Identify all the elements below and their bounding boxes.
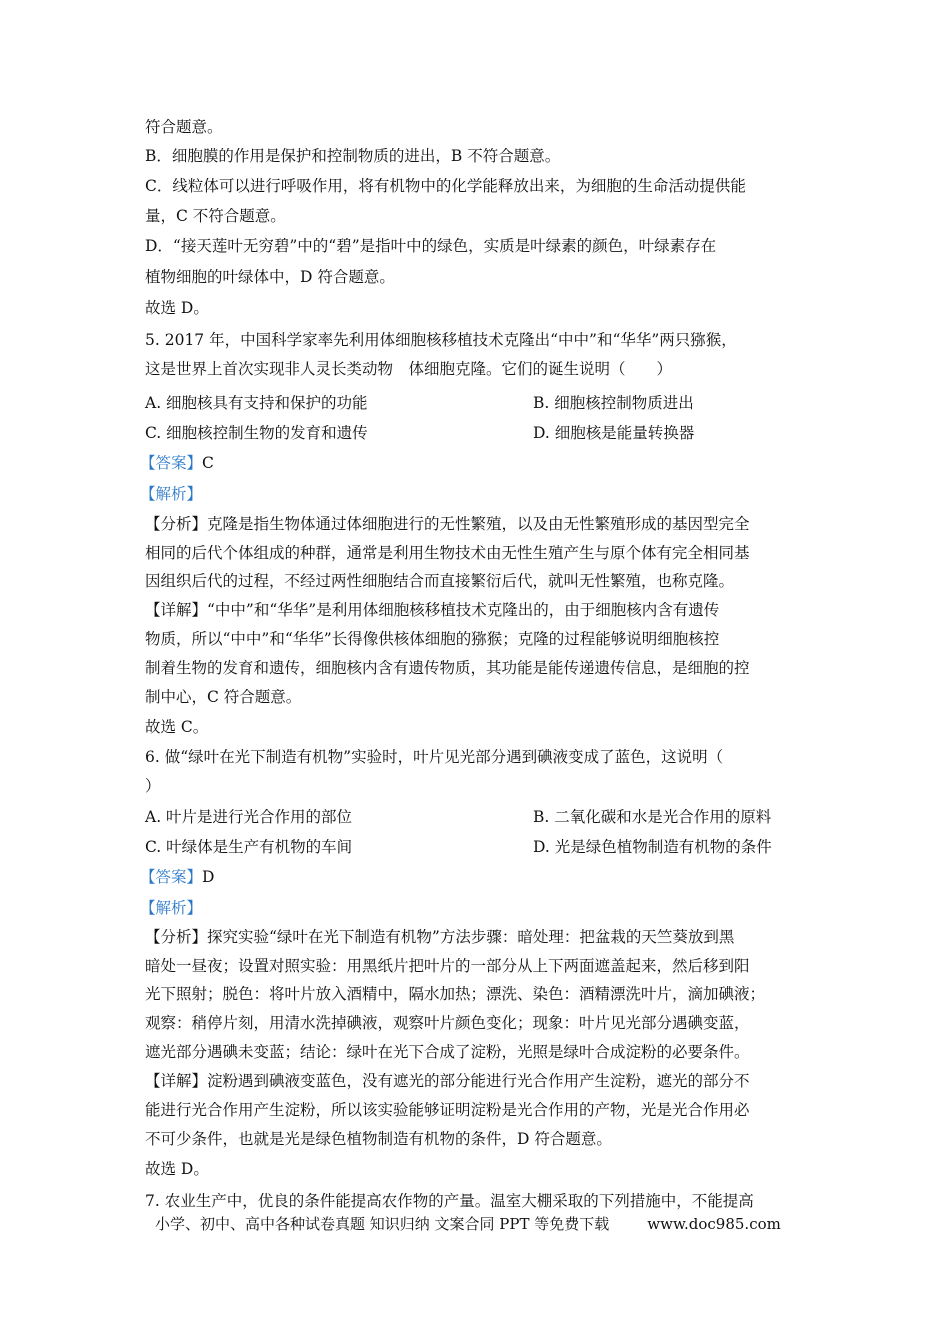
- detail-line: 制着生物的发育和遗传，细胞核内含有遗传物质，其功能是能传递遗传信息，是细胞的控: [145, 659, 750, 677]
- option-c: C. 细胞核控制生物的发育和遗传: [145, 424, 368, 442]
- option-d: D. 光是绿色植物制造有机物的条件: [533, 838, 772, 856]
- question-6-stem: ）: [145, 777, 161, 795]
- question-5-stem: 5. 2017 年，中国科学家率先利用体细胞核移植技术克隆出“中中”和“华华”两只猕猴，: [145, 331, 737, 349]
- detail-line: 【详解】“中中”和“华华”是利用体细胞核移植技术克隆出的，由于细胞核内含有遗传: [145, 601, 720, 619]
- answer-tag: 【答案】: [140, 868, 203, 886]
- analysis-line: 【分析】克隆是指生物体通过体细胞进行的无性繁殖，以及由无性繁殖形成的基因型完全: [145, 515, 750, 533]
- detail-line: 【详解】淀粉遇到碘液变蓝色，没有遮光的部分能进行光合作用产生淀粉，遮光的部分不: [145, 1072, 750, 1090]
- footer-url[interactable]: www.doc985.com: [647, 1215, 781, 1233]
- question-7-stem: 7. 农业生产中，优良的条件能提高农作物的产量。温室大棚采取的下列措施中，不能提高: [145, 1192, 754, 1210]
- text-line: D．“接天莲叶无穷碧”中的“碧”是指叶中的绿色，实质是叶绿素的颜色，叶绿素存在: [145, 237, 717, 255]
- option-d: D. 细胞核是能量转换器: [533, 424, 695, 442]
- detail-line: 制中心，C 符合题意。: [145, 688, 302, 706]
- analysis-line: 暗处一昼夜；设置对照实验：用黑纸片把叶片的一部分从上下两面遮盖起来，然后移到阳: [145, 957, 750, 975]
- final-answer: 故选 C。: [145, 718, 209, 736]
- analysis-line: 观察：稍停片刻，用清水洗掉碘液，观察叶片颜色变化；现象：叶片见光部分遇碘变蓝，: [145, 1014, 750, 1032]
- page-footer: [155, 1213, 781, 1235]
- detail-line: 不可少条件，也就是光是绿色植物制造有机物的条件，D 符合题意。: [145, 1130, 612, 1148]
- analysis-line: 遮光部分遇碘未变蓝；结论：绿叶在光下合成了淀粉，光照是绿叶合成淀粉的必要条件。: [145, 1043, 750, 1061]
- detail-line: 物质，所以“中中”和“华华”长得像供核体细胞的猕猴；克隆的过程能够说明细胞核控: [145, 630, 720, 648]
- analysis-line: 因组织后代的过程，不经过两性细胞结合而直接繁衍后代，就叫无性繁殖，也称克隆。: [145, 572, 735, 590]
- option-c: C. 叶绿体是生产有机物的车间: [145, 838, 353, 856]
- text-line: 植物细胞的叶绿体中，D 符合题意。: [145, 268, 395, 286]
- text-line: 故选 D。: [145, 299, 209, 317]
- answer-value: D: [202, 868, 215, 886]
- analysis-tag: 【解析】: [140, 899, 203, 917]
- final-answer: 故选 D。: [145, 1160, 209, 1178]
- answer-value: C: [202, 454, 214, 472]
- option-a: A. 细胞核具有支持和保护的功能: [145, 394, 368, 412]
- text-line: C．线粒体可以进行呼吸作用，将有机物中的化学能释放出来，为细胞的生命活动提供能: [145, 177, 746, 195]
- question-5-stem: 这是世界上首次实现非人灵长类动物 体细胞克隆。它们的诞生说明（ ）: [145, 360, 673, 378]
- answer-line: [140, 452, 214, 474]
- question-6-stem: 6. 做“绿叶在光下制造有机物”实验时，叶片见光部分遇到碘液变成了蓝色，这说明（: [145, 748, 724, 766]
- answer-line: [140, 866, 214, 888]
- text-line: 符合题意。: [145, 118, 223, 136]
- option-b: B. 细胞核控制物质进出: [533, 394, 694, 412]
- analysis-tag: 【解析】: [140, 485, 203, 503]
- option-b: B. 二氧化碳和水是光合作用的原料: [533, 808, 772, 826]
- analysis-line: 【分析】探究实验“绿叶在光下制造有机物”方法步骤：暗处理：把盆栽的天竺葵放到黑: [145, 928, 735, 946]
- detail-line: 能进行光合作用产生淀粉，所以该实验能够证明淀粉是光合作用的产物，光是光合作用必: [145, 1101, 750, 1119]
- analysis-line: 相同的后代个体组成的种群，通常是利用生物技术由无性生殖产生与原个体有完全相同基: [145, 544, 750, 562]
- answer-tag: 【答案】: [140, 454, 203, 472]
- analysis-line: 光下照射；脱色：将叶片放入酒精中，隔水加热；漂洗、染色：酒精漂洗叶片，滴加碘液；: [145, 985, 766, 1003]
- text-line: B．细胞膜的作用是保护和控制物质的进出，B 不符合题意。: [145, 147, 561, 165]
- footer-text: 小学、初中、高中各种试卷真题 知识归纳 文案合同 PPT 等免费下载: [155, 1215, 610, 1233]
- option-a: A. 叶片是进行光合作用的部位: [145, 808, 353, 826]
- text-line: 量，C 不符合题意。: [145, 207, 286, 225]
